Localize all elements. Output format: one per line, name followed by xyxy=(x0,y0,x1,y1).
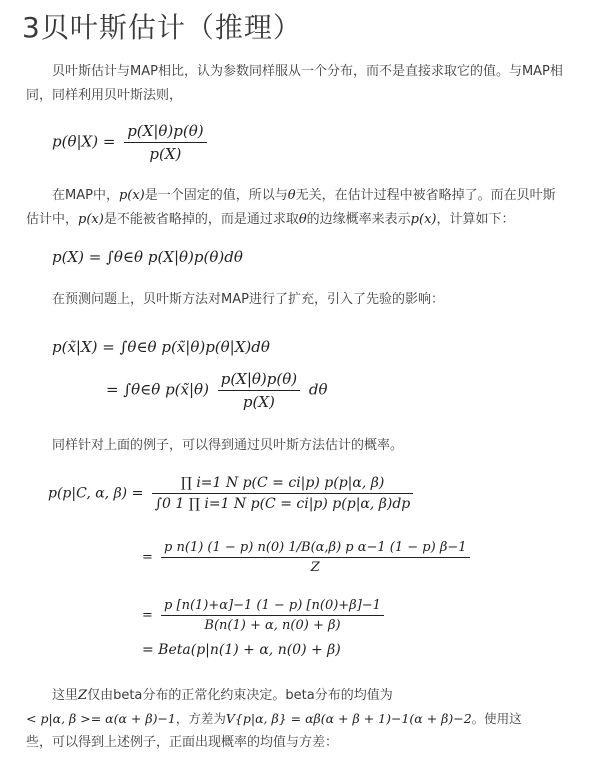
eq-denominator: Z xyxy=(310,560,320,575)
inline-math: V{p|α, β} = αβ(α + β + 1)−1(α + β)−2 xyxy=(225,711,472,726)
eq-denominator: B(n(1) + α, n(0) + β) xyxy=(204,618,341,633)
inline-math: < p|α, β >= α(α + β)−1 xyxy=(26,711,176,726)
predictive-equation-row2 xyxy=(106,370,328,411)
eq-lhs: p(θ|X) = xyxy=(52,132,116,151)
eq-numerator: p n(1) (1 − p) n(0) 1/B(α,β) p α−1 (1 − p) β−1 xyxy=(161,540,469,558)
eq-numerator: p(X|θ)p(θ) xyxy=(124,122,206,143)
bayes-rule-equation xyxy=(52,122,211,163)
posterior-equation-row2 xyxy=(142,540,474,575)
eq-part: dθ xyxy=(308,380,328,399)
inline-math: p(x) xyxy=(78,212,104,227)
eq-fraction xyxy=(161,598,384,633)
text: 。使用这 xyxy=(471,711,522,726)
inline-math: p(x) xyxy=(410,212,437,227)
text: 的边缘概率来表示 xyxy=(306,212,411,227)
inline-math: Z xyxy=(78,688,88,703)
paragraph-line: 同，同样利用贝叶斯法则， xyxy=(26,88,183,103)
eq-fraction xyxy=(152,475,413,512)
eq-fraction xyxy=(124,122,206,163)
paragraph-line: 同样针对上面的例子，可以得到通过贝叶斯方法估计的概率。 xyxy=(52,438,404,453)
paragraph-line: 在预测问题上，贝叶斯方法对MAP进行了扩充，引入了先验的影响： xyxy=(52,292,444,307)
paragraph-line: 些，可以得到上述例子，正面出现概率的均值与方差： xyxy=(26,735,339,750)
posterior-equation-row1 xyxy=(48,475,417,512)
eq-denominator: ∫0 1 ∏ i=1 N p(C = ci|p) p(p|α, β)dp xyxy=(154,496,411,512)
text: 是一个固定的值，所以与 xyxy=(144,188,288,203)
eq-fraction xyxy=(218,370,300,411)
text: 仅由beta分布的正常化约束决定。beta分布的均值为 xyxy=(87,688,393,703)
posterior-equation-row3 xyxy=(142,598,388,633)
section-title: 3贝叶斯估计（推理） xyxy=(22,11,302,44)
text: ，方差为 xyxy=(175,711,226,726)
inline-math: p(x) xyxy=(118,188,145,203)
inline-math: θ xyxy=(287,188,296,203)
text: 是不能被省略掉的，而是通过求取 xyxy=(103,212,299,227)
predictive-equation-row1: p(x̃|X) = ∫θ∈θ p(x̃|θ)p(θ|X)dθ xyxy=(52,338,270,356)
equals-sign: = xyxy=(142,608,153,623)
paragraph-line: 贝叶斯估计与MAP相比，认为参数同样服从一个分布，而不是直接求取它的值。与MAP相 xyxy=(52,64,563,79)
text: 这里 xyxy=(52,688,79,703)
marginal-likelihood-equation: p(X) = ∫θ∈θ p(X|θ)p(θ)dθ xyxy=(52,248,243,266)
eq-numerator: ∏ i=1 N p(C = ci|p) p(p|α, β) xyxy=(152,475,413,494)
eq-lhs: p(p|C, α, β) = xyxy=(48,485,144,502)
equals-sign: = xyxy=(142,550,153,565)
eq-denominator: p(X) xyxy=(149,145,182,163)
eq-numerator: p(X|θ)p(θ) xyxy=(218,370,300,391)
paragraph-line xyxy=(26,707,522,731)
eq-part: = ∫θ∈θ p(x̃|θ) xyxy=(106,380,209,399)
paragraph-line xyxy=(52,684,393,708)
eq-numerator: p [n(1)+α]−1 (1 − p) [n(0)+β]−1 xyxy=(161,598,384,616)
text: 在MAP中， xyxy=(52,188,119,203)
text: 无关，在估计过程中被省略掉了。而在贝叶斯 xyxy=(295,188,556,203)
paragraph-line xyxy=(52,184,556,208)
text: ，计算如下： xyxy=(436,212,515,227)
eq-denominator: p(X) xyxy=(242,393,275,411)
text: 估计中， xyxy=(26,212,79,227)
paragraph-line xyxy=(26,208,514,232)
posterior-equation-row4: = Beta(p|n(1) + α, n(0) + β) xyxy=(142,642,341,658)
eq-fraction xyxy=(161,540,469,575)
inline-math: θ xyxy=(298,212,307,227)
